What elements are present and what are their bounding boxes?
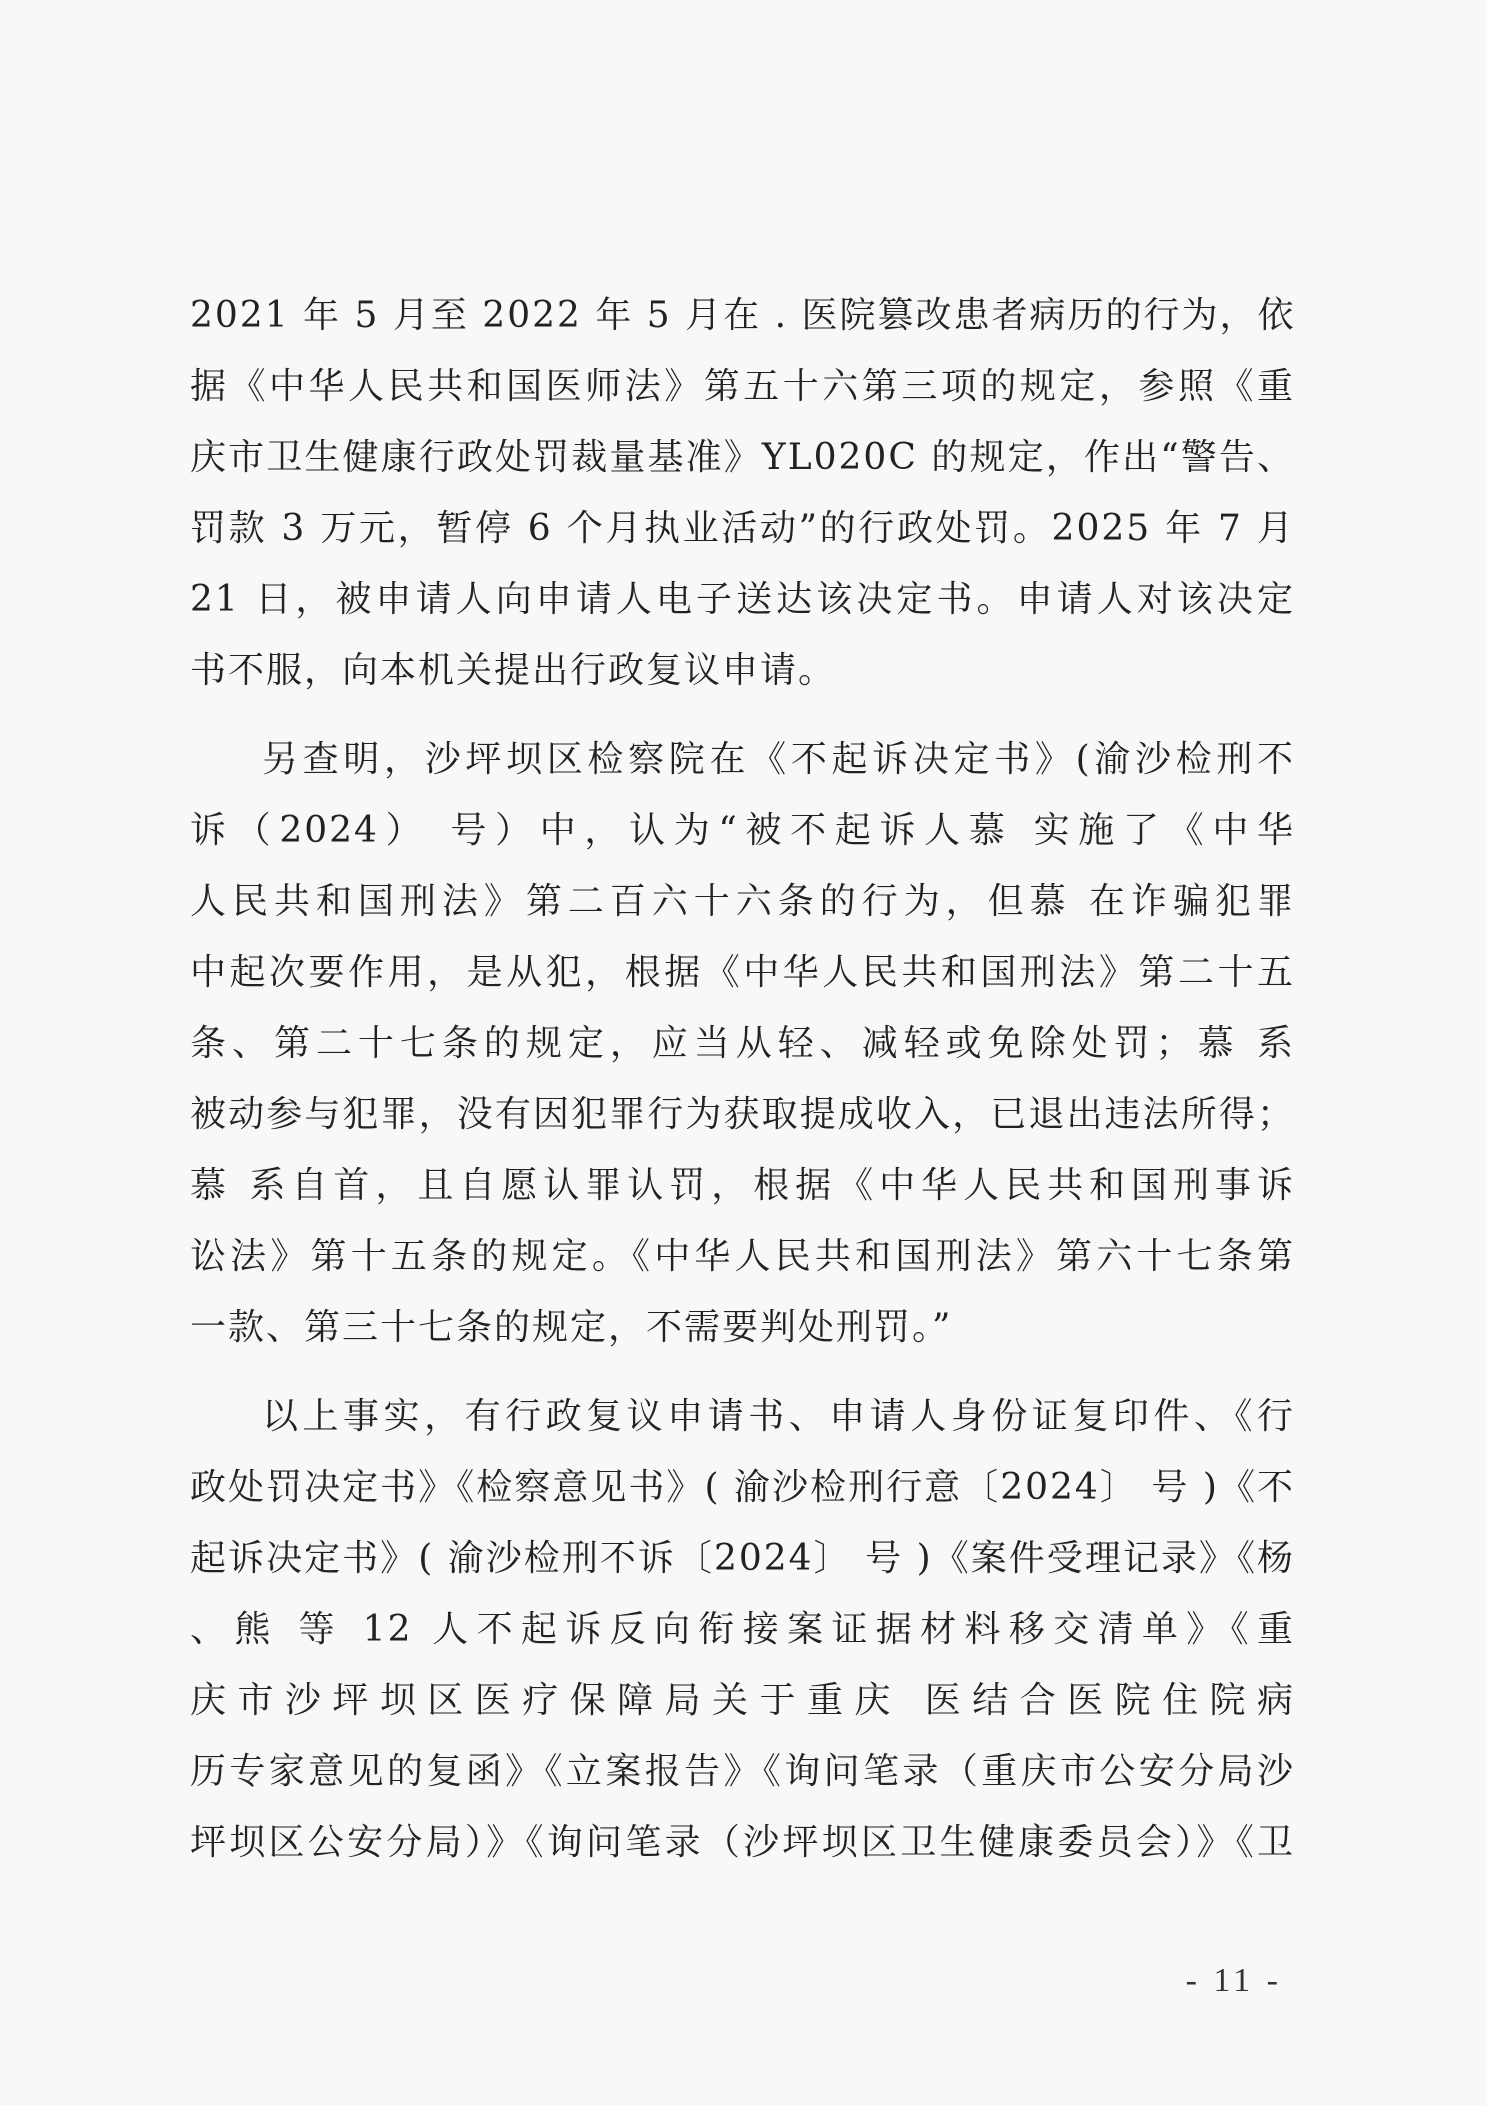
paragraph-2 <box>190 724 1295 1363</box>
text-line: 坪坝区公安分局）》《询问笔录（沙坪坝区卫生健康委员会）》《卫 <box>190 1822 1295 1863</box>
text-line: 2021 年 5 月至 2022 年 5 月在 . 医院篡改患者病历的行为，依 <box>190 295 1295 336</box>
paragraph-1 <box>190 280 1295 706</box>
text-line: 、熊 等 12 人不起诉反向衔接案证据材料移交清单》《重 <box>190 1609 1295 1650</box>
text-line: 人民共和国刑法》第二百六十六条的行为，但慕 在诈骗犯罪 <box>190 881 1295 922</box>
text-line: 政处罚决定书》《检察意见书》( 渝沙检刑行意〔2024〕 号 )《不 <box>190 1467 1295 1508</box>
text-line: 一款、第三十七条的规定，不需要判处刑罚。” <box>190 1307 953 1348</box>
text-line: 罚款 3 万元，暂停 6 个月执业活动”的行政处罚。2025 年 7 月 <box>190 508 1295 549</box>
text-line: 庆市沙坪坝区医疗保障局关于重庆 医结合医院住院病 <box>190 1680 1295 1721</box>
text-line: 条、第二十七条的规定，应当从轻、减轻或免除处罚；慕 系 <box>190 1023 1295 1064</box>
text-line: 以上事实，有行政复议申请书、申请人身份证复印件、《行 <box>262 1396 1295 1437</box>
text-line: 被动参与犯罪，没有因犯罪行为获取提成收入，已退出违法所得； <box>190 1094 1295 1135</box>
text-line: 据《中华人民共和国医师法》第五十六第三项的规定，参照《重 <box>190 366 1295 407</box>
text-line: 诉（2024） 号）中，认为“被不起诉人慕 实施了《中华 <box>190 810 1295 851</box>
page-number: - 11 - <box>1185 1962 1282 1999</box>
text-line: 历专家意见的复函》《立案报告》《询问笔录（重庆市公安分局沙 <box>190 1751 1295 1792</box>
text-line: 中起次要作用，是从犯，根据《中华人民共和国刑法》第二十五 <box>190 952 1295 993</box>
text-line: 庆市卫生健康行政处罚裁量基准》YL020C 的规定，作出“警告、 <box>190 437 1295 478</box>
paragraph-3 <box>190 1381 1295 1878</box>
text-line: 慕 系自首，且自愿认罪认罚，根据《中华人民共和国刑事诉 <box>190 1165 1295 1206</box>
text-line: 起诉决定书》( 渝沙检刑不诉〔2024〕 号 )《案件受理记录》《杨 <box>190 1538 1295 1579</box>
document-body <box>190 280 1295 1878</box>
text-line: 书不服，向本机关提出行政复议申请。 <box>190 650 837 691</box>
text-line: 21 日，被申请人向申请人电子送达该决定书。申请人对该决定 <box>190 579 1295 620</box>
text-line: 另查明，沙坪坝区检察院在《不起诉决定书》(渝沙检刑不 <box>262 739 1295 780</box>
text-line: 讼法》第十五条的规定。《中华人民共和国刑法》第六十七条第 <box>190 1236 1295 1277</box>
